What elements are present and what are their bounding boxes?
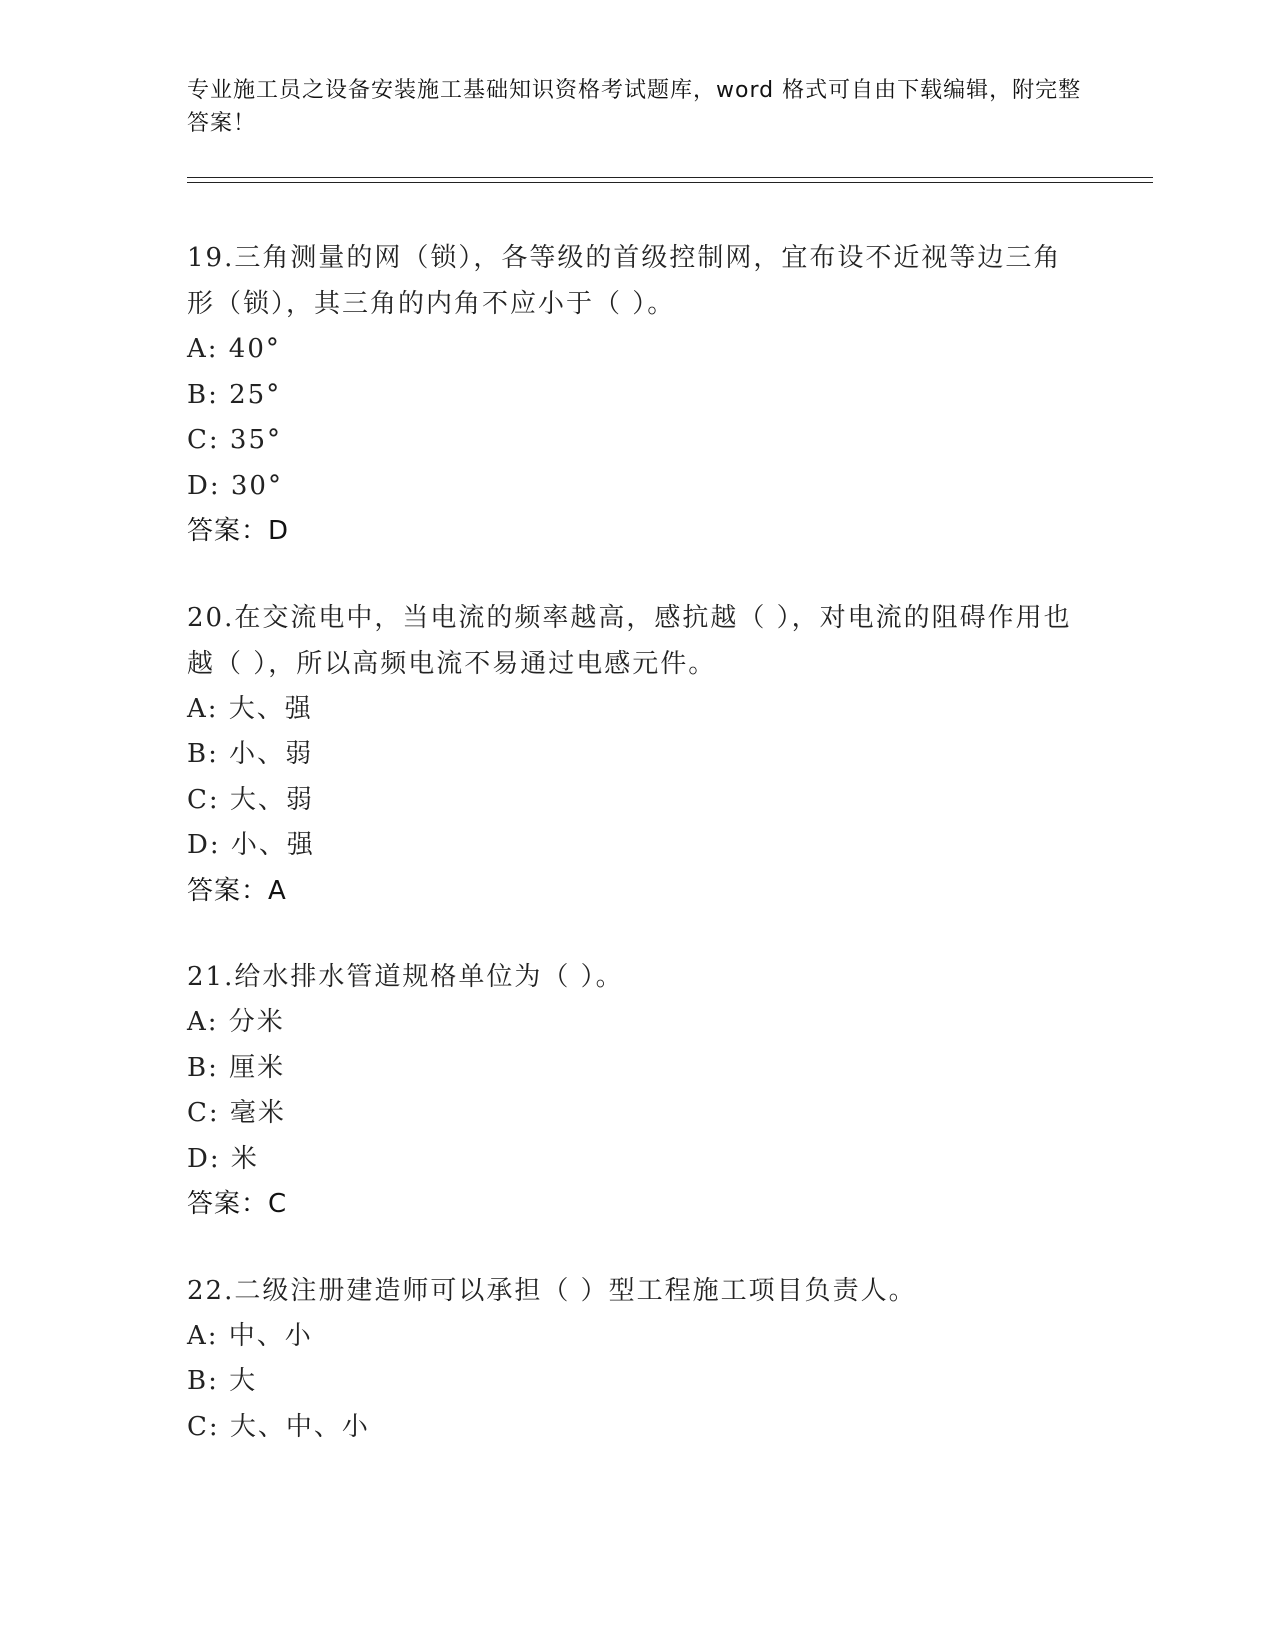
option-b: B: 小、弱 (187, 739, 314, 769)
answer: 答案：A (187, 875, 287, 906)
option-d: D: 米 (187, 1143, 259, 1174)
answer: 答案：D (187, 516, 290, 546)
question-text: 22.二级注册建造师可以承担（ ）型工程施工项目负责人。 (187, 1275, 917, 1306)
option-d: D: 30° (187, 470, 283, 501)
header-rule-top (187, 177, 1153, 178)
question-20 (187, 595, 1087, 915)
option-a: A: 40° (187, 334, 281, 364)
question-22 (187, 1268, 1087, 1451)
option-b: B: 厘米 (187, 1052, 286, 1083)
question-list (187, 235, 1087, 1490)
option-b: B: 大 (187, 1366, 258, 1396)
option-b: B: 25° (187, 379, 282, 410)
option-c: C: 大、弱 (187, 784, 314, 815)
answer: 答案：C (187, 1189, 288, 1219)
option-a: A: 中、小 (187, 1320, 313, 1351)
question-19 (187, 235, 1087, 555)
option-c: C: 大、中、小 (187, 1411, 370, 1442)
option-a: A: 分米 (187, 1007, 285, 1037)
option-a: A: 大、强 (187, 693, 313, 724)
question-21 (187, 954, 1087, 1228)
question-text: 20.在交流电中，当电流的频率越高，感抗越（ ），对电流的阻碍作用也越（ ），所以高频电流不易通过电感元件。 (187, 602, 1072, 679)
question-text: 21.给水排水管道规格单位为（ ）。 (187, 962, 624, 992)
option-c: C: 35° (187, 425, 283, 455)
document-header: 专业施工员之设备安装施工基础知识资格考试题库，word 格式可自由下载编辑，附完整答案！ (187, 78, 1082, 136)
option-d: D: 小、强 (187, 830, 315, 860)
question-text: 19.三角测量的网（锁），各等级的首级控制网，宜布设不近视等边三角形（锁），其三角的内角不应小于（ ）。 (187, 243, 1062, 319)
header-rule-bottom (187, 182, 1153, 183)
option-c: C: 毫米 (187, 1098, 286, 1128)
